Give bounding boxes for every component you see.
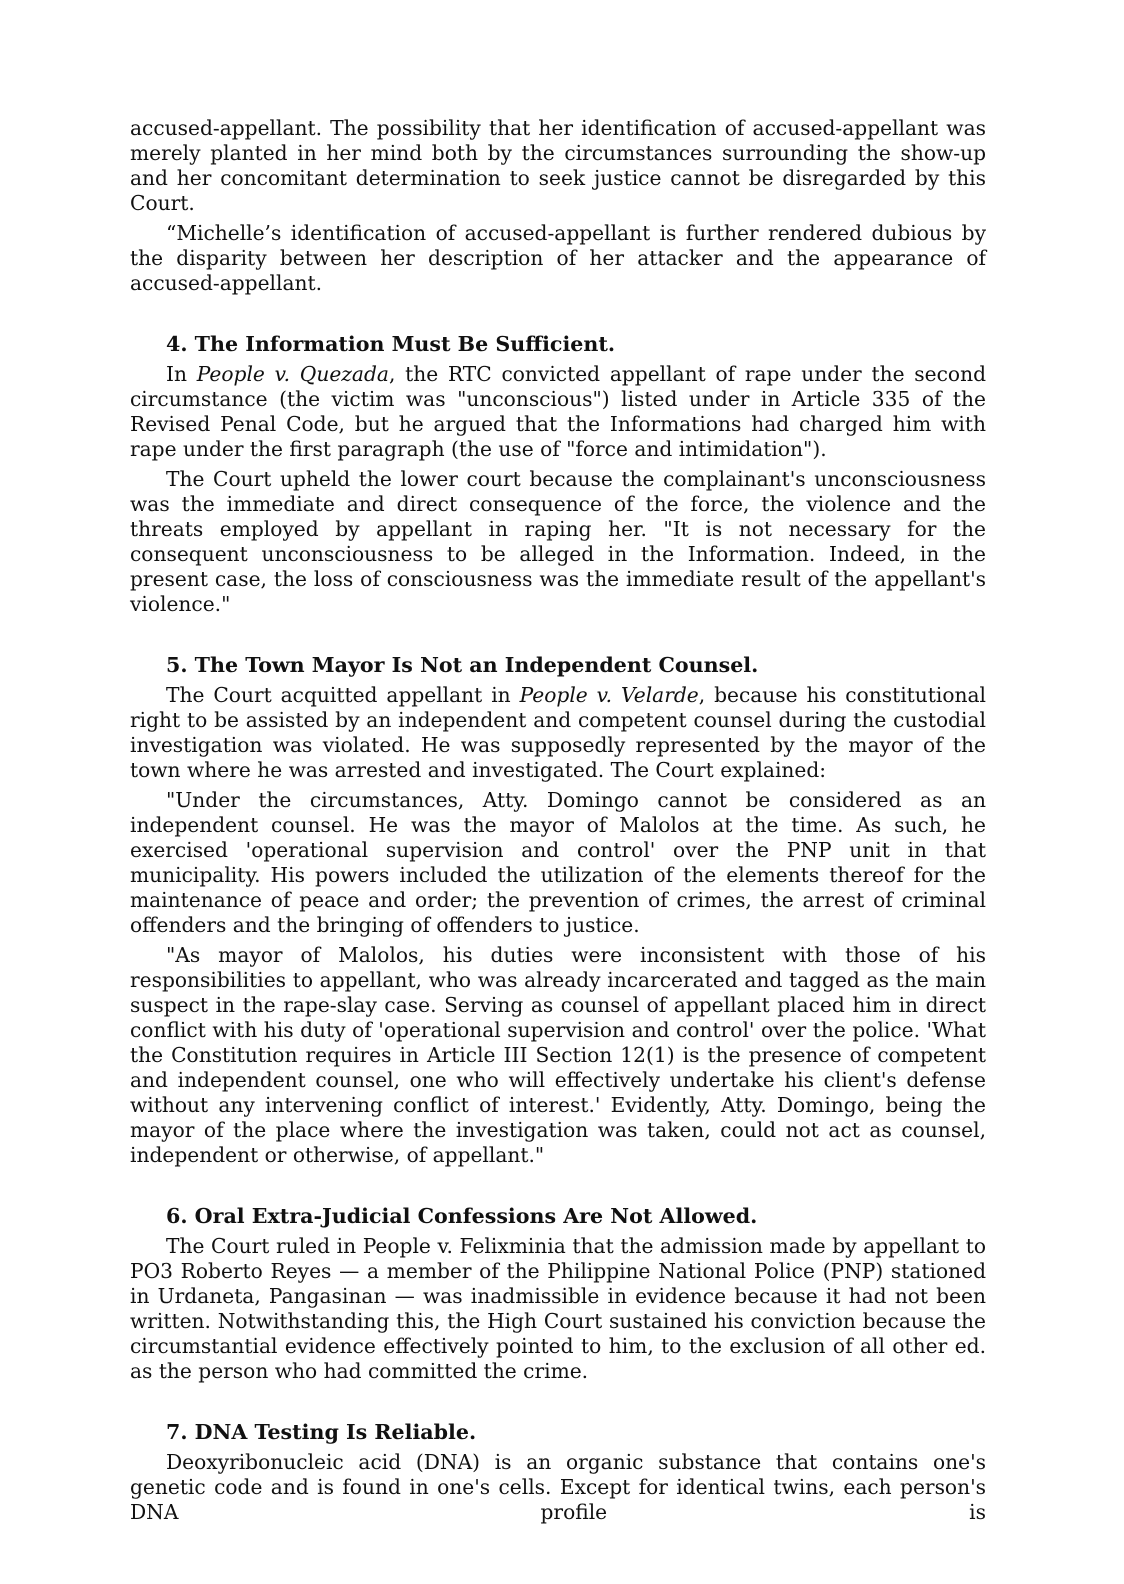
section-6-heading: 6. Oral Extra-Judicial Confessions Are Not Allowed.	[166, 1204, 758, 1228]
section-4-heading: 4. The Information Must Be Sufficient.	[166, 332, 616, 356]
section-6-paragraph-1: The Court ruled in People v. Felixminia that the admission made by appellant to PO3 Roberto Reyes — a member of the Philippine National Police (PNP) stationed in Urdaneta, Pangasinan — was inadmissible in evidence because it had not been written. Notwithstanding this, the High Court sustained his conviction because the circumstantial evidence effectively pointed to him, to the exclusion of all other ed. as the person who had committed the crime.	[130, 1234, 986, 1383]
case-name-quezada: People v. Quezada	[196, 362, 389, 386]
section-4-paragraph-1	[130, 362, 986, 462]
section-7-paragraph-1: Deoxyribonucleic acid (DNA) is an organic substance that contains one's genetic code and is found in one's cells. Except for identical twins, each person's DNA profile is	[130, 1450, 986, 1524]
section-5	[130, 653, 986, 1168]
intro-paragraph-2: “Michelle’s identification of accused-appellant is further rendered dubious by the disparity between her description of her attacker and the appearance of accused-appellant.	[130, 221, 986, 295]
section-5-p1-pre: The Court acquitted appellant in	[166, 683, 520, 707]
document-page	[130, 116, 986, 1525]
section-4	[130, 332, 986, 617]
section-5-paragraph-3: "As mayor of Malolos, his duties were inconsistent with those of his responsibilities to appellant, who was already incarcerated and tagged as the main suspect in the rape-slay case. Serving as counsel of appellant placed him in direct conflict with his duty of 'operational supervision and control' over the police. 'What the Constitution requires in Article III Section 12(1) is the presence of competent and independent counsel, one who will effectively undertake his client's defense without any intervening conflict of interest.' Evidently, Atty. Domingo, being the mayor of the place where the investigation was taken, could not act as counsel, independent or otherwise, of appellant."	[130, 943, 986, 1167]
intro-section	[130, 116, 986, 296]
section-7	[130, 1420, 986, 1525]
section-4-paragraph-2: The Court upheld the lower court because the complainant's unconsciousness was the immediate and direct consequence of the force, the violence and the threats employed by appellant in raping her. "It is not necessary for the consequent unconsciousness to be alleged in the Information. Indeed, in the present case, the loss of consciousness was the immediate result of the appellant's violence."	[130, 467, 986, 616]
section-5-p1-post: , because his constitutional right to be assisted by an independent and competent counsel during the custodial investigation was violated. He was supposedly represented by the mayor of the town where he was arrested and investigated. The Court explained:	[130, 683, 987, 782]
section-5-paragraph-1	[130, 683, 986, 783]
section-5-heading: 5. The Town Mayor Is Not an Independent Counsel.	[166, 653, 759, 677]
case-name-velarde: People v. Velarde	[519, 683, 699, 707]
section-7-heading: 7. DNA Testing Is Reliable.	[166, 1420, 477, 1444]
section-4-p1-post: , the RTC convicted appellant of rape under the second circumstance (the victim was "unconscious") listed under in Article 335 of the Revised Penal Code, but he argued that the Informations had charged him with rape under the first paragraph (the use of "force and intimidation").	[130, 362, 986, 461]
section-6	[130, 1204, 986, 1384]
section-4-p1-pre: In	[166, 362, 197, 386]
intro-paragraph-1: accused-appellant. The possibility that her identification of accused-appellant was merely planted in her mind both by the circumstances surrounding the show-up and her concomitant determination to seek justice cannot be disregarded by this Court.	[130, 116, 986, 215]
section-5-paragraph-2: "Under the circumstances, Atty. Domingo cannot be considered as an independent counsel. He was the mayor of Malolos at the time. As such, he exercised 'operational supervision and control' over the PNP unit in that municipality. His powers included the utilization of the elements thereof for the maintenance of peace and order; the prevention of crimes, the arrest of criminal offenders and the bringing of offenders to justice.	[130, 788, 986, 937]
